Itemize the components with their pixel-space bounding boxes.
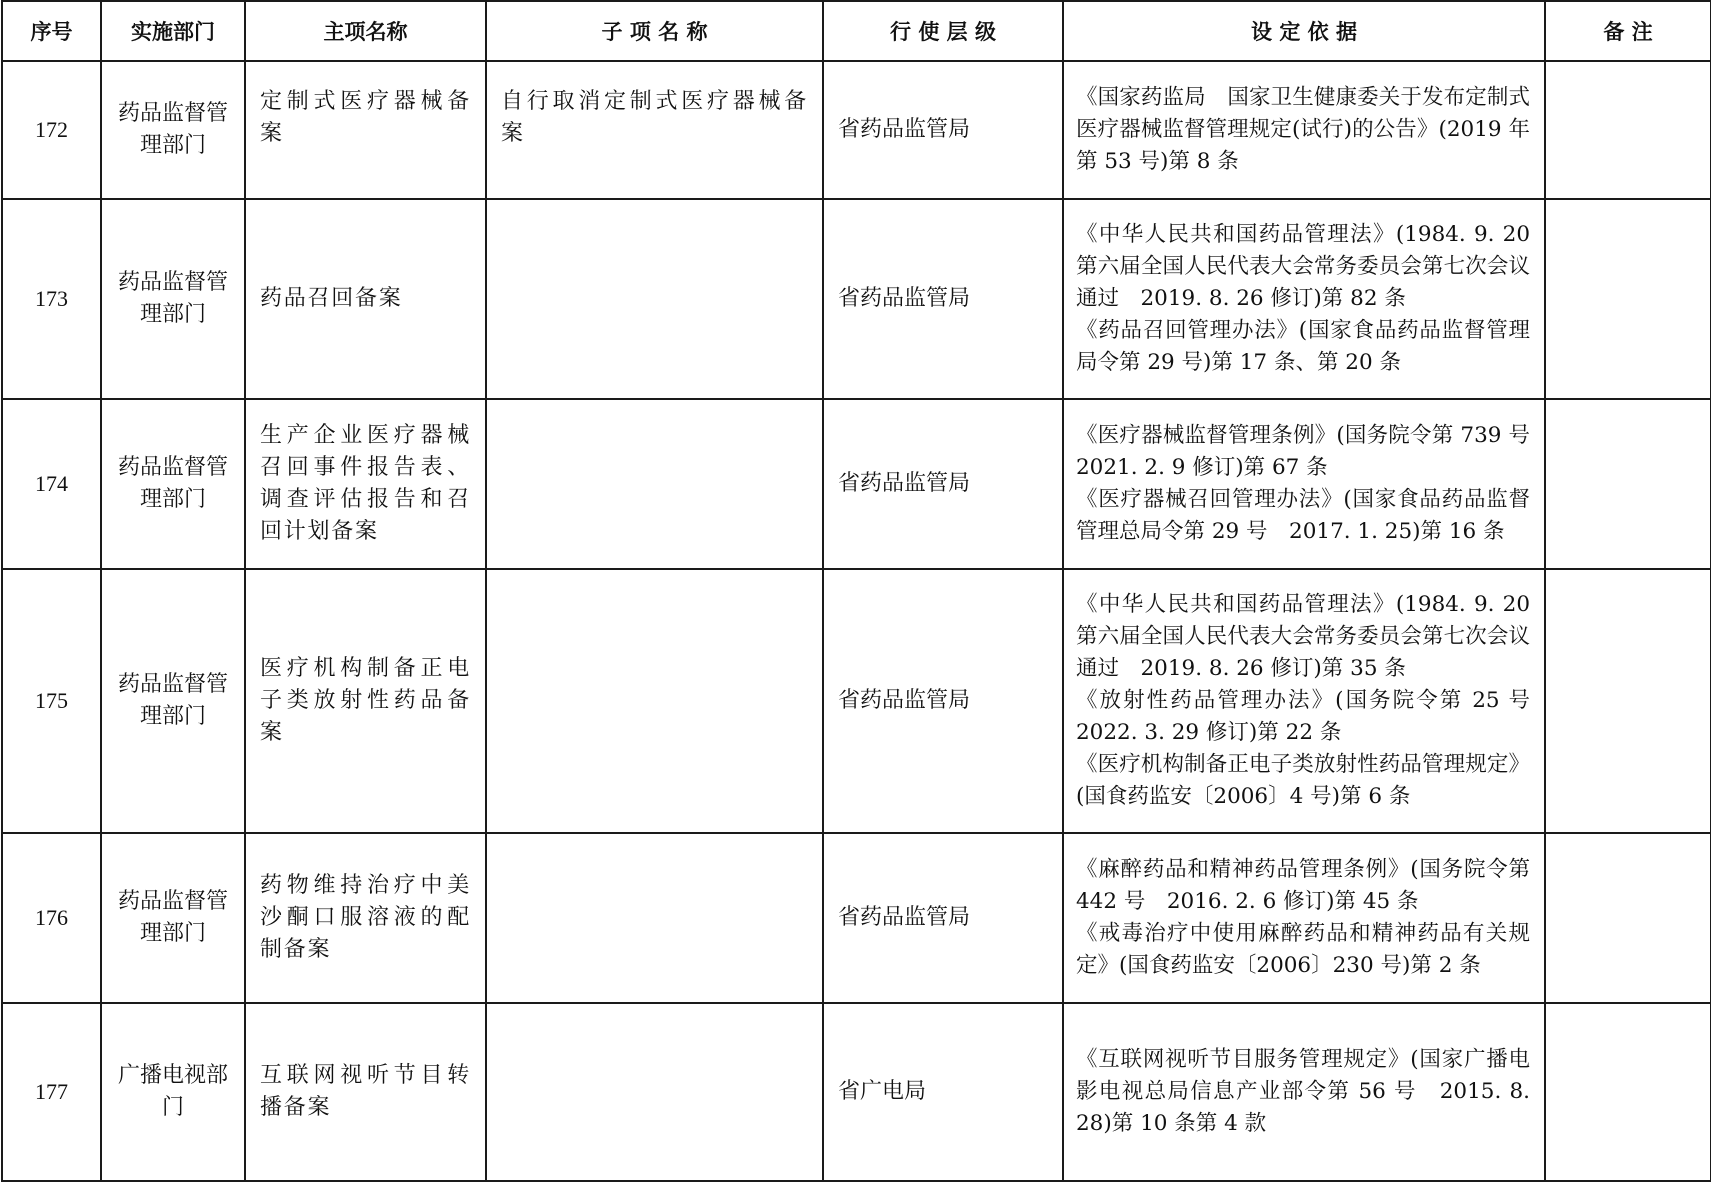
cell-dept: 药品监督管理部门 [101,569,245,833]
cell-note [1545,399,1711,569]
cell-sub [486,199,823,399]
cell-basis [1063,1003,1545,1181]
header-sub: 子 项 名 称 [486,1,823,61]
basis-line: 《医疗机构制备正电子类放射性药品管理规定》(国食药监安〔2006〕4 号)第 6 条 [1076,752,1530,809]
cell-basis [1063,569,1552,833]
basis-line: 《药品召回管理办法》(国家食品药品监督管理局令第 29 号)第 17 条、第 20 条 [1076,318,1530,375]
cell-sub [486,399,823,569]
table-row [2,833,1711,1003]
basis-line: 《中华人民共和国药品管理法》(1984. 9. 20 第六届全国人民代表大会常务委员会第七次会议通过 2019. 8. 26 修订)第 82 条 [1076,222,1530,311]
cell-note [1545,61,1711,199]
table-row [2,399,1711,569]
basis-line: 《麻醉药品和精神药品管理条例》(国务院令第 442 号 2016. 2. 6 修订)第 45 条 [1076,857,1530,914]
cell-level: 省广电局 [823,1003,1063,1181]
cell-sub [486,1003,823,1181]
basis-line: 《国家药监局 国家卫生健康委关于发布定制式医疗器械监督管理规定(试行)的公告》(2019 年第 53 号)第 8 条 [1076,85,1530,174]
header-basis: 设 定 依 据 [1063,1,1545,61]
header-seq: 序号 [2,1,101,61]
cell-main: 药品召回备案 [245,199,486,399]
cell-main: 医疗机构制备正电子类放射性药品备案 [245,569,486,833]
basis-line: 《放射性药品管理办法》(国务院令第 25 号 2022. 3. 29 修订)第 22 条 [1076,688,1552,745]
table-row [2,1003,1711,1181]
cell-dept: 药品监督管理部门 [101,61,245,199]
cell-main: 互联网视听节目转播备案 [245,1003,486,1181]
cell-main: 定制式医疗器械备案 [245,61,486,199]
cell-seq: 172 [2,61,101,199]
cell-note [1545,199,1711,399]
header-note: 备 注 [1545,1,1711,61]
cell-level: 省药品监管局 [823,61,1063,199]
header-level: 行 使 层 级 [823,1,1063,61]
cell-sub [486,569,823,833]
cell-seq: 174 [2,399,101,569]
cell-basis [1063,399,1552,569]
header-dept: 实施部门 [101,1,245,61]
cell-seq: 173 [2,199,101,399]
basis-line: 《戒毒治疗中使用麻醉药品和精神药品有关规定》(国食药监安〔2006〕230 号)第 2 条 [1076,921,1530,978]
cell-basis [1063,199,1545,399]
table-row [2,569,1711,833]
item-table [1,0,1711,1182]
cell-level: 省药品监管局 [823,399,1063,569]
cell-basis [1063,833,1545,1003]
cell-level: 省药品监管局 [823,833,1063,1003]
header-row [2,1,1711,61]
cell-seq: 177 [2,1003,101,1181]
basis-line: 《互联网视听节目服务管理规定》(国家广播电影电视总局信息产业部令第 56 号 2015. 8. 28)第 10 条第 4 款 [1076,1047,1530,1136]
cell-note [1545,1003,1711,1181]
cell-dept: 药品监督管理部门 [101,199,245,399]
cell-dept: 药品监督管理部门 [101,833,245,1003]
cell-main: 生产企业医疗器械召回事件报告表、调查评估报告和召回计划备案 [245,399,486,569]
cell-note [1545,833,1711,1003]
cell-level: 省药品监管局 [823,569,1063,833]
cell-sub: 自行取消定制式医疗器械备案 [486,61,823,199]
cell-dept: 广播电视部门 [101,1003,245,1181]
basis-line: 《医疗器械监督管理条例》(国务院令第 739 号 2021. 2. 9 修订)第 67 条 [1076,423,1552,480]
cell-basis [1063,61,1545,199]
cell-dept: 药品监督管理部门 [101,399,245,569]
basis-line: 《医疗器械召回管理办法》(国家食品药品监督管理总局令第 29 号 2017. 1. 25)第 16 条 [1076,487,1530,544]
cell-seq: 175 [2,569,101,833]
cell-note [1545,569,1711,833]
table-row [2,199,1711,399]
cell-seq: 176 [2,833,101,1003]
cell-main: 药物维持治疗中美沙酮口服溶液的配制备案 [245,833,486,1003]
cell-level: 省药品监管局 [823,199,1063,399]
header-main: 主项名称 [245,1,486,61]
table-row [2,61,1711,199]
cell-sub [486,833,823,1003]
basis-line: 《中华人民共和国药品管理法》(1984. 9. 20 第六届全国人民代表大会常务委员会第七次会议通过 2019. 8. 26 修订)第 35 条 [1076,592,1530,681]
